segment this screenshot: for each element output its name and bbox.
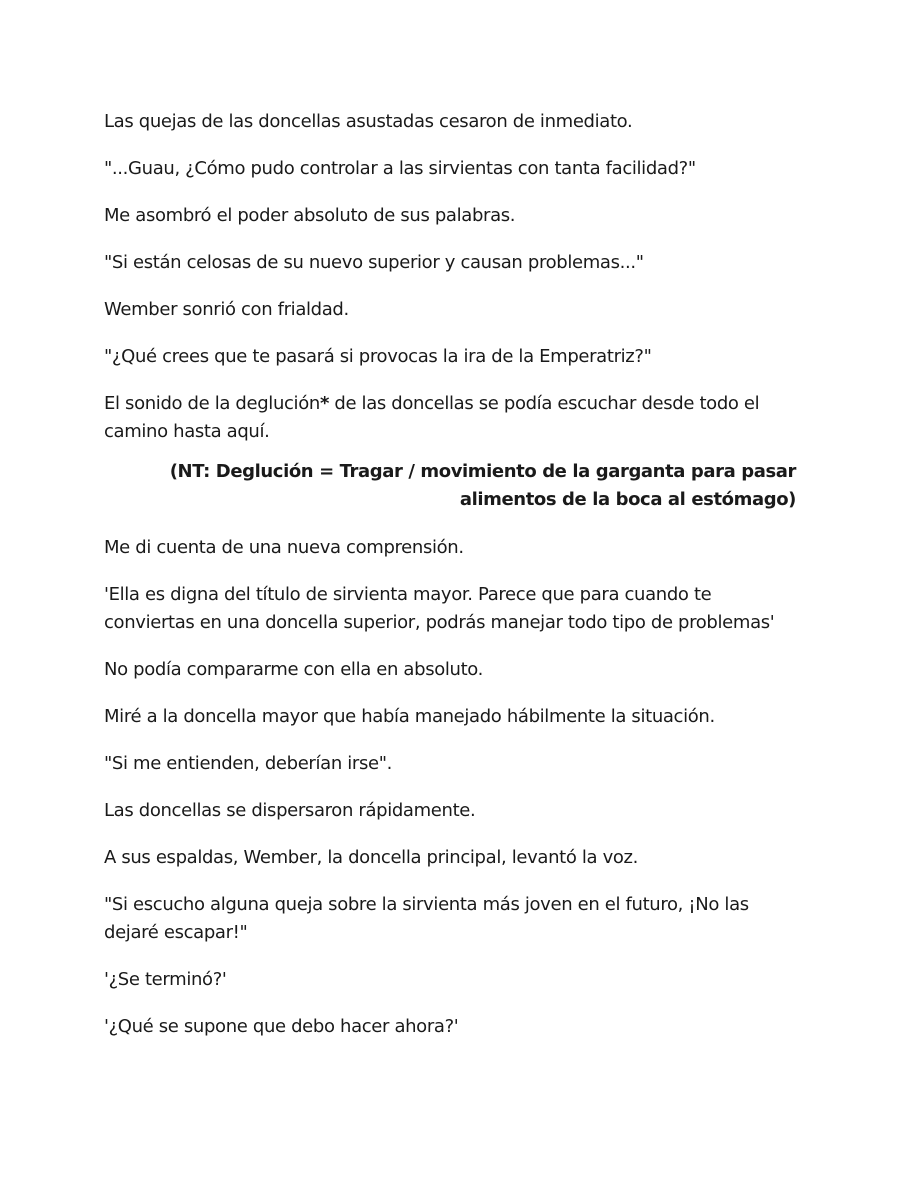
paragraph: Miré a la doncella mayor que había manejado hábilmente la situación. bbox=[104, 706, 715, 727]
paragraph: "Si están celosas de su nuevo superior y causan problemas..." bbox=[104, 252, 644, 273]
paragraph: A sus espaldas, Wember, la doncella principal, levantó la voz. bbox=[104, 847, 639, 868]
paragraph: '¿Qué se supone que debo hacer ahora?' bbox=[104, 1016, 459, 1037]
translator-note-line: (NT: Deglución = Tragar / movimiento de la garganta para pasar bbox=[169, 461, 796, 482]
translator-note-line: alimentos de la boca al estómago) bbox=[459, 489, 796, 510]
paragraph: Las quejas de las doncellas asustadas cesaron de inmediato. bbox=[104, 111, 633, 132]
paragraph-text: El sonido de la deglución bbox=[104, 393, 320, 414]
paragraph: Me asombró el poder absoluto de sus palabras. bbox=[104, 205, 516, 226]
paragraph: "¿Qué crees que te pasará si provocas la ira de la Emperatriz?" bbox=[104, 346, 652, 367]
document-body bbox=[104, 108, 804, 1060]
footnote-asterisk: * bbox=[319, 393, 330, 414]
paragraph: No podía compararme con ella en absoluto. bbox=[104, 659, 484, 680]
paragraph: "...Guau, ¿Cómo pudo controlar a las sirvientas con tanta facilidad?" bbox=[104, 158, 696, 179]
paragraph-text: de las doncellas se podía escuchar desde todo el camino hasta aquí. bbox=[104, 393, 760, 442]
paragraph: "Si escucho alguna queja sobre la sirvienta más joven en el futuro, ¡No las dejaré escapar!" bbox=[104, 894, 749, 943]
translator-note bbox=[104, 458, 804, 514]
paragraph: 'Ella es digna del título de sirvienta mayor. Parece que para cuando te conviertas en una doncella superior, podrás manejar todo tipo de problemas' bbox=[104, 584, 775, 633]
paragraph: Wember sonrió con frialdad. bbox=[104, 299, 349, 320]
paragraph: "Si me entienden, deberían irse". bbox=[104, 753, 392, 774]
paragraph: Me di cuenta de una nueva comprensión. bbox=[104, 537, 464, 558]
paragraph bbox=[104, 390, 804, 446]
paragraph: Las doncellas se dispersaron rápidamente. bbox=[104, 800, 476, 821]
paragraph: '¿Se terminó?' bbox=[104, 969, 227, 990]
